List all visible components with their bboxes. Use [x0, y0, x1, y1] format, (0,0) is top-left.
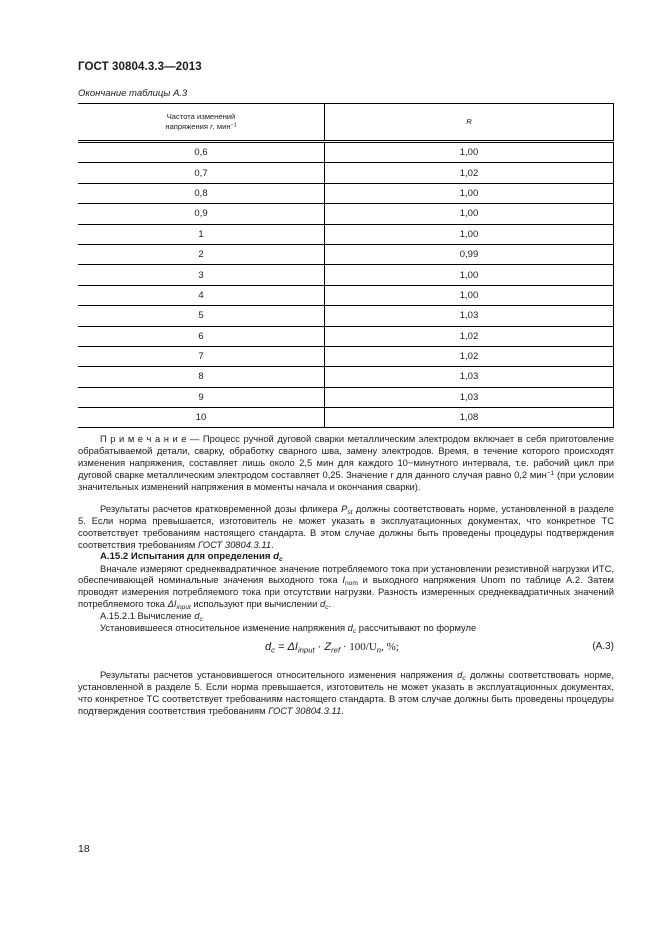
table-row: [78, 183, 614, 203]
cell-frequency: 3: [78, 265, 325, 285]
table-row: [78, 142, 614, 163]
cell-frequency: 0,9: [78, 204, 325, 224]
cell-r-value: 1,02: [325, 326, 614, 346]
cell-frequency: 0,8: [78, 183, 325, 203]
table-row: [78, 306, 614, 326]
table-caption: Окончание таблицы А.3: [78, 88, 188, 99]
table-row: [78, 367, 614, 387]
cell-r-value: 1,00: [325, 183, 614, 203]
cell-frequency: 5: [78, 306, 325, 326]
formula-expression: $d_c = \Delta I_{input} \cdot Z_{ref} \cdot 100/U_n$, %;: [265, 641, 399, 655]
cell-frequency: 1: [78, 224, 325, 244]
table-row: [78, 387, 614, 407]
cell-r-value: 1,00: [325, 265, 614, 285]
table-row: [78, 285, 614, 305]
cell-r-value: 1,03: [325, 367, 614, 387]
table-row: [78, 163, 614, 183]
cell-r-value: 1,00: [325, 142, 614, 163]
body-text-section: [78, 503, 614, 634]
cell-frequency: 0,6: [78, 142, 325, 163]
cell-r-value: 1,03: [325, 387, 614, 407]
cell-r-value: 1,08: [325, 408, 614, 428]
cell-frequency: 10: [78, 408, 325, 428]
paragraph-dc-results: Результаты расчетов установившегося относительного изменения напряжения $d_c$ должны соответствовать норме, установленной в разделе 5. Если норма превышается, изготовитель не может указать в эксплуатационных документах, что конкретное ТС соответствует требованиям настоящего стандарта. В этом случае должны быть проведены процедуры подтверждения соответствия требованиям ГОСТ 30804.3.11.: [78, 669, 614, 716]
cell-frequency: 4: [78, 285, 325, 305]
cell-frequency: 0,7: [78, 163, 325, 183]
table-row: [78, 244, 614, 264]
table-row: [78, 346, 614, 366]
table-row: [78, 326, 614, 346]
document-header: ГОСТ 30804.3.3—2013: [78, 61, 202, 73]
page-number: 18: [78, 843, 90, 855]
note-label: П р и м е ч а н и е: [100, 433, 187, 444]
paragraph-formula-intro: Установившееся относительное изменение напряжения $d_c$ рассчитывают по формуле: [100, 622, 477, 636]
table-header-row: [78, 104, 614, 142]
table-note: П р и м е ч а н и е — Процесс ручной дуговой сварки металлическим электродом включает в себя приготовление обрабатываемой детали, сварку, обработку сварного шва, замену электродов. Время, в течение которого происходят изменения напряжения, составляет лишь около 2,5 мин для каждого 10−минутного интервала, т.е. рабочий цикл при дуговой сварке металлическим электродом составляет 0,25. Значение r для данного случая равно 0,2 мин$^{-1}$ (при условии значительных изменений напряжения в моменты начала и окончания сварки).: [78, 433, 614, 492]
formula-a3: [78, 641, 614, 655]
table-row: [78, 224, 614, 244]
cell-r-value: 1,02: [325, 346, 614, 366]
cell-frequency: 9: [78, 387, 325, 407]
formula-number: (А.3): [592, 641, 614, 652]
cell-r-value: 1,00: [325, 285, 614, 305]
cell-r-value: 1,03: [325, 306, 614, 326]
subsection-heading-a15-2-1: А.15.2.1 Вычисление $d_c$: [100, 610, 203, 624]
table-row: [78, 204, 614, 224]
cell-r-value: 0,99: [325, 244, 614, 264]
cell-r-value: 1,00: [325, 204, 614, 224]
paragraph-measurement: Вначале измеряют среднеквадратичное значение потребляемого тока при установлении резистивной нагрузки ИТС, обеспечивающей номинальные значения выходного тока $I_{nom}$ и выходного напряжения Unom по таблице А.2. Затем проводят измерения потребляемого тока при отсутствии нагрузки. Разность измеренных среднеквадратичных значений потребляемого тока $\Delta I_{input}$ используют при вычислении $d_c$.: [78, 562, 614, 612]
cell-frequency: 7: [78, 346, 325, 366]
cell-r-value: 1,00: [325, 224, 614, 244]
cell-r-value: 1,02: [325, 163, 614, 183]
column-header-r: R: [325, 104, 614, 142]
section-heading-a15-2: А.15.2 Испытания для определения $d_c$: [100, 550, 283, 563]
column-header-frequency: Частота изменений напряжения r, мин$^{-1}$: [78, 104, 325, 142]
table-a3: [78, 103, 614, 428]
cell-frequency: 8: [78, 367, 325, 387]
standard-reference: ГОСТ 30804.3.11: [268, 704, 342, 716]
table-body: [78, 142, 614, 428]
paragraph-pst-results: Результаты расчетов кратковременной дозы фликера $P_{st}$ должны соответствовать норме, установленной в разделе 5. Если норма превышается, изготовитель не может указать в эксплуатационных документах, что конкретное ТС соответствует требованиям настоящего стандарта. В этом случае должны быть проведены процедуры подтверждения соответствия требованиям ГОСТ 30804.3.11.: [78, 503, 614, 550]
standard-reference: ГОСТ 30804.3.11: [197, 538, 272, 550]
table-row: [78, 265, 614, 285]
cell-frequency: 6: [78, 326, 325, 346]
cell-frequency: 2: [78, 244, 325, 264]
table-row: [78, 408, 614, 428]
